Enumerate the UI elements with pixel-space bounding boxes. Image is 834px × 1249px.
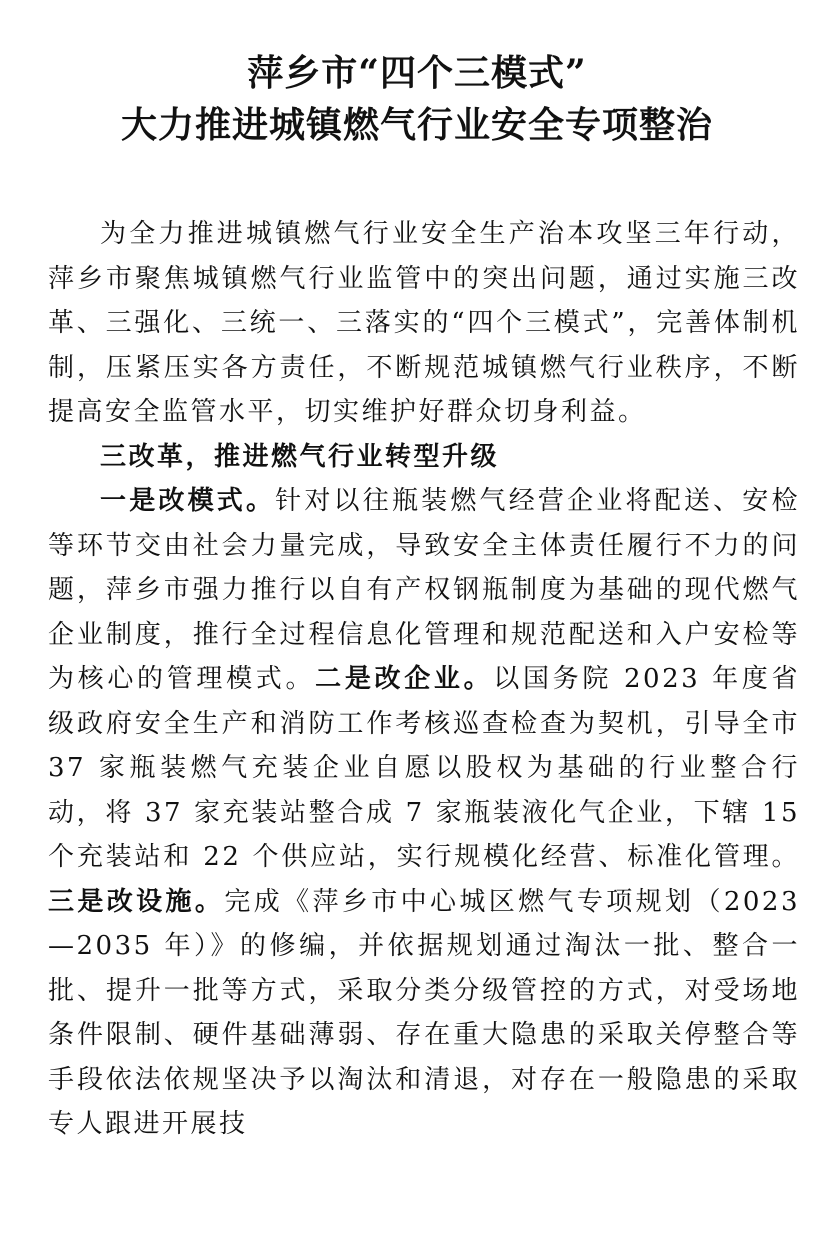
document-body — [48, 212, 800, 1147]
reform-text-3: 完成《萍乡市中心城区燃气专项规划（2023—2035 年）》的修编，并依据规划通过淘汰一批、整合一批、提升一批等方式，采取分类分级管控的方式，对受场地条件限制、硬件基础薄弱、存在重大隐患的采取关停整合等手段依法依规坚决予以淘汰和清退，对存在一般隐患的采取专人跟进开展技 — [48, 886, 800, 1139]
document-title-line-2: 大力推进城镇燃气行业安全专项整治 — [120, 104, 713, 146]
document-title-line-1: 萍乡市“四个三模式” — [247, 52, 587, 94]
section-heading: 三改革，推进燃气行业转型升级 — [100, 441, 500, 472]
reform-text-2: 以国务院 2023 年度省级政府安全生产和消防工作考核巡查检查为契机，引导全市 37 家瓶装燃气充装企业自愿以股权为基础的行业整合行动，将 37 家充装站整合成 7 家瓶装液化气企业，下辖 15 个充装站和 22 个供应站，实行规模化经营、标准化管理。 — [48, 664, 800, 872]
reform-lead-3: 三是改设施。 — [48, 886, 225, 917]
reform-lead-2: 二是改企业。 — [315, 664, 494, 694]
intro-paragraph: 为全力推进城镇燃气行业安全生产治本攻坚三年行动，萍乡市聚焦城镇燃气行业监管中的突出问题，通过实施三改革、三强化、三统一、三落实的“四个三模式”，完善体制机制，压紧压实各方责任，不断规范城镇燃气行业秩序，不断提高安全监管水平，切实维护好群众切身利益。 — [48, 219, 800, 427]
reform-paragraph — [48, 479, 800, 1147]
reform-text-1: 针对以往瓶装燃气经营企业将配送、安检等环节交由社会力量完成，导致安全主体责任履行不力的问题，萍乡市强力推行以自有产权钢瓶制度为基础的现代燃气企业制度，推行全过程信息化管理和规范配送和入户安检等为核心的管理模式。 — [48, 486, 800, 694]
reform-lead-1: 一是改模式。 — [100, 486, 276, 516]
